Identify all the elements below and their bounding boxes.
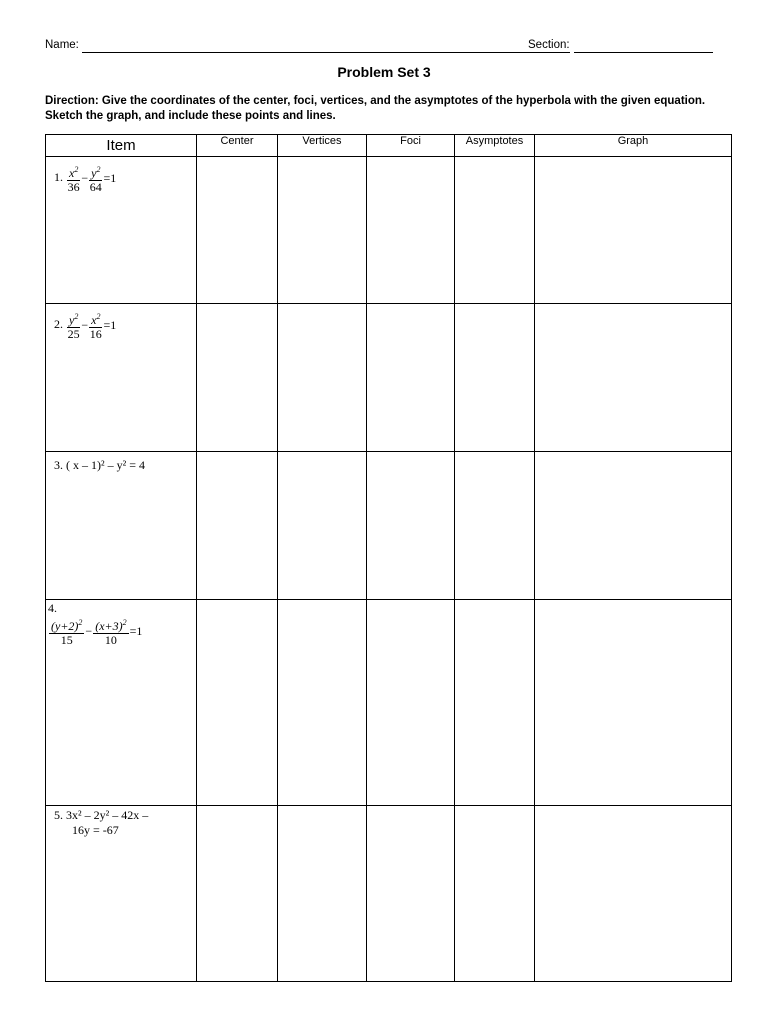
item-number: 2. — [54, 317, 63, 332]
graph-cell[interactable] — [535, 806, 732, 982]
item-number: 3. — [54, 458, 63, 472]
item-number: 4. — [48, 601, 57, 615]
foci-cell[interactable] — [367, 452, 455, 600]
graph-cell[interactable] — [535, 157, 732, 304]
graph-cell[interactable] — [535, 452, 732, 600]
item-cell — [46, 600, 197, 806]
denominator: 64 — [89, 180, 102, 194]
col-header-asymptotes: Asymptotes — [455, 135, 535, 157]
table-row — [46, 157, 732, 304]
item-cell — [46, 452, 197, 600]
equals: =1 — [129, 624, 143, 638]
asymptotes-cell[interactable] — [455, 600, 535, 806]
center-cell[interactable] — [197, 806, 278, 982]
table-row — [46, 304, 732, 452]
fraction: $\frac{x^2}{16}$ — [89, 312, 102, 341]
item-cell — [46, 806, 197, 982]
equals: =1 — [103, 318, 117, 332]
col-header-center: Center — [197, 135, 278, 157]
center-cell[interactable] — [197, 600, 278, 806]
item-number: 5. — [54, 808, 63, 822]
fraction: $\frac{(x+3)^2}{10}$ — [95, 618, 127, 647]
table-row — [46, 806, 732, 982]
item-cell — [46, 157, 197, 304]
numerator: x — [69, 166, 75, 180]
header-row — [45, 39, 715, 55]
asymptotes-cell[interactable] — [455, 452, 535, 600]
numerator: y — [69, 313, 75, 327]
foci-cell[interactable] — [367, 806, 455, 982]
col-header-item: Item — [46, 135, 197, 157]
numerator: x — [91, 313, 97, 327]
numerator: (x+3) — [95, 619, 123, 633]
fraction: $\frac{x^2}{36}$ — [67, 165, 80, 194]
page-title: Problem Set 3 — [337, 64, 431, 80]
equation-line-1: 3x² – 2y² – 42x – — [66, 808, 149, 822]
fraction: $\frac{y^2}{25}$ — [67, 312, 80, 341]
vertices-cell[interactable] — [278, 806, 367, 982]
fraction: $\frac{y^2}{64}$ — [89, 165, 102, 194]
denominator: 10 — [104, 633, 117, 647]
center-cell[interactable] — [197, 452, 278, 600]
equation: ( x – 1)² – y² = 4 — [66, 458, 145, 472]
item-cell — [46, 304, 197, 452]
operator: − — [85, 624, 93, 638]
table-header-row — [46, 135, 732, 157]
problem-table — [45, 134, 732, 982]
name-field[interactable] — [82, 52, 570, 53]
foci-cell[interactable] — [367, 304, 455, 452]
item-number: 1. — [54, 170, 63, 185]
section-label: Section: — [528, 39, 570, 51]
table-row — [46, 452, 732, 600]
fraction: $\frac{(y+2)^2}{15}$ — [51, 618, 83, 647]
col-header-graph: Graph — [535, 135, 732, 157]
foci-cell[interactable] — [367, 600, 455, 806]
equals: =1 — [103, 171, 117, 185]
denominator: 36 — [67, 180, 80, 194]
vertices-cell[interactable] — [278, 452, 367, 600]
numerator: y — [91, 166, 97, 180]
name-label: Name: — [45, 39, 79, 51]
graph-cell[interactable] — [535, 304, 732, 452]
table-row — [46, 600, 732, 806]
vertices-cell[interactable] — [278, 304, 367, 452]
asymptotes-cell[interactable] — [455, 157, 535, 304]
center-cell[interactable] — [197, 304, 278, 452]
asymptotes-cell[interactable] — [455, 806, 535, 982]
col-header-vertices: Vertices — [278, 135, 367, 157]
col-header-foci: Foci — [367, 135, 455, 157]
vertices-cell[interactable] — [278, 600, 367, 806]
equation-line-2: 16y = -67 — [72, 823, 119, 837]
operator: − — [81, 171, 89, 185]
operator: − — [81, 318, 89, 332]
numerator: (y+2) — [51, 619, 79, 633]
direction-text: Direction: Give the coordinates of the center, foci, vertices, and the asymptotes of the hyperbola with the given equation. Sketch the graph, and include these points and lines. — [45, 95, 706, 122]
foci-cell[interactable] — [367, 157, 455, 304]
denominator: 16 — [89, 327, 102, 341]
asymptotes-cell[interactable] — [455, 304, 535, 452]
center-cell[interactable] — [197, 157, 278, 304]
section-field[interactable] — [574, 52, 713, 53]
vertices-cell[interactable] — [278, 157, 367, 304]
denominator: 15 — [60, 633, 73, 647]
graph-cell[interactable] — [535, 600, 732, 806]
denominator: 25 — [67, 327, 80, 341]
